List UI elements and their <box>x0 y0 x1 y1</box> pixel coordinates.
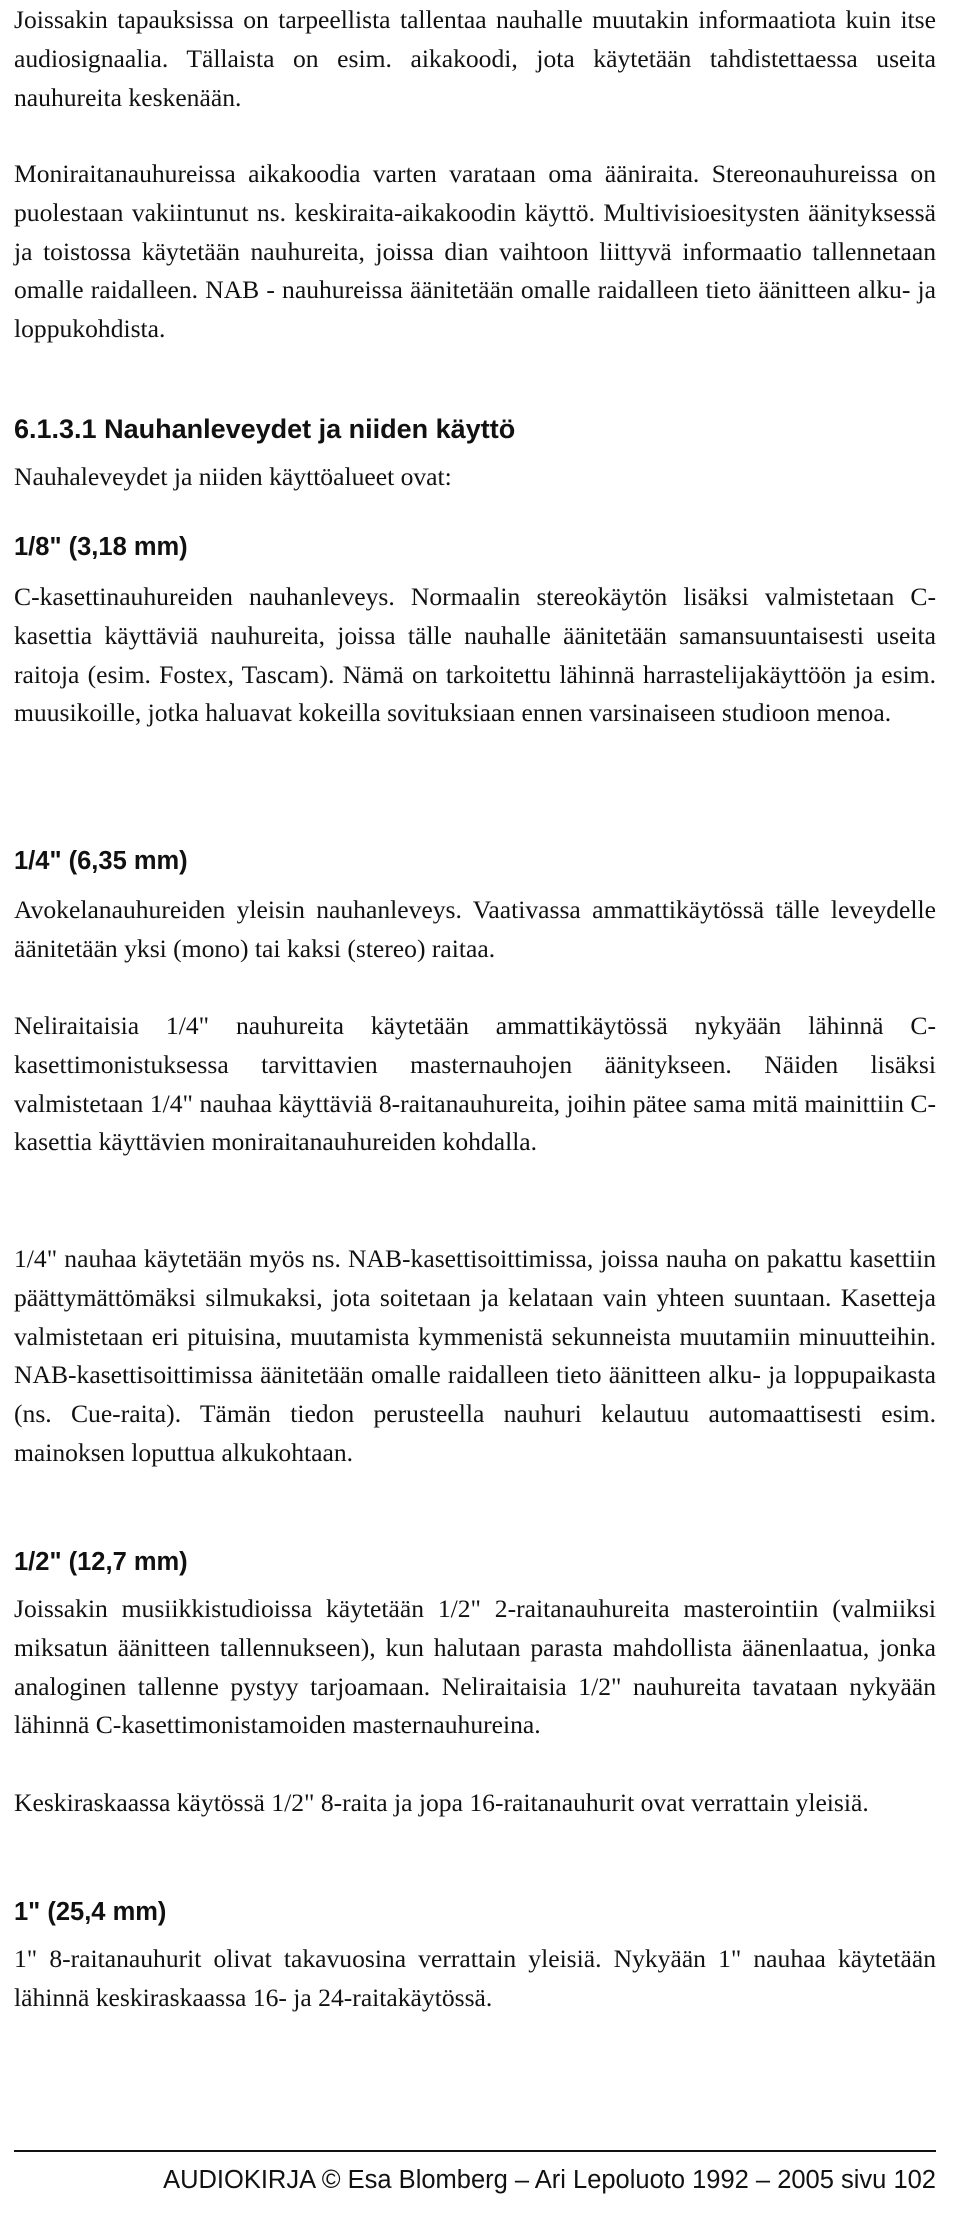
page-footer: AUDIOKIRJA © Esa Blomberg – Ari Lepoluoto 1992 – 2005 sivu 102 <box>163 2166 936 2194</box>
paragraph-1-4-inch-c: 1/4" nauhaa käytetään myös ns. NAB-kasettisoittimissa, joissa nauha on pakattu kasettiin päättymättömäksi silmukaksi, jota soitetaan ja kelataan vain yhteen suuntaan. Kasetteja valmistetaan eri pituisina, muutamista kymmenistä sekunneista muutamiin minuutteihin. NAB-kasettisoittimissa äänitetään omalle raidalleen tieto äänitteen alku- ja loppupaikasta (ns. Cue-raita). Tämän tiedon perusteella nauhuri kelautuu automaattisesti esim. mainoksen loputtua alkukohtaan. <box>14 1244 936 1467</box>
paragraph-1-inch: 1" 8-raitanauhurit olivat takavuosina verrattain yleisiä. Nykyään 1" nauhaa käytetään lähinnä keskiraskaassa 16- ja 24-raitakäytössä. <box>14 1944 936 2012</box>
heading-1-2-inch: 1/2" (12,7 mm) <box>14 1548 188 1576</box>
heading-1-8-inch: 1/8" (3,18 mm) <box>14 533 188 561</box>
paragraph-1-8-inch: C-kasettinauhureiden nauhanleveys. Normaalin stereokäytön lisäksi valmistetaan C-kasettia käyttäviä nauhureita, joissa tälle nauhalle äänitetään samansuuntaisesti useita raitoja (esim. Fostex, Tascam). Nämä on tarkoitettu lähinnä harrastelijakäyttöön ja esim. muusikoille, jotka haluavat kokeilla sovituksiaan ennen varsinaiseen studioon menoa. <box>14 582 936 728</box>
paragraph-intro: Joissakin tapauksissa on tarpeellista tallentaa nauhalle muutakin informaatiota kuin itse audiosignaalia. Tällaista on esim. aikakoodi, jota käytetään tahdistettaessa useita nauhureita keskenään. <box>14 5 936 112</box>
paragraph-1-4-inch-a: Avokelanauhureiden yleisin nauhanleveys. Vaativassa ammattikäytössä tälle leveydelle äänitetään yksi (mono) tai kaksi (stereo) raitaa. <box>14 895 936 963</box>
paragraph-1-2-inch-a: Joissakin musiikkistudioissa käytetään 1/2" 2-raitanauhureita masterointiin (valmiiksi miksatun äänitteen tallennukseen), kun halutaan parasta mahdollista äänenlaatua, jonka analoginen tallenne pystyy tarjoamaan. Neliraitaisia 1/2" nauhureita tavataan nykyään lähinnä C-kasettimonistamoiden masternauhureina. <box>14 1594 936 1740</box>
paragraph-1-2-inch-b: Keskiraskaassa käytössä 1/2" 8-raita ja jopa 16-raitanauhurit ovat verrattain yleisiä. <box>14 1788 869 1817</box>
section-intro: Nauhaleveydet ja niiden käyttöalueet ovat: <box>14 462 452 491</box>
paragraph-timecode: Moniraitanauhureissa aikakoodia varten varataan oma ääniraita. Stereonauhureissa on puolestaan vakiintunut ns. keskiraita-aikakoodin käyttö. Multivisioesitysten äänityksessä ja toistossa käytetään nauhureita, joissa dian vaihtoon liittyvä informaatio tallennetaan omalle raidalleen. NAB - nauhureissa äänitetään omalle raidalleen tieto äänitteen alku- ja loppukohdista. <box>14 159 936 344</box>
footer-divider <box>14 2150 936 2152</box>
paragraph-1-4-inch-b: Neliraitaisia 1/4" nauhureita käytetään ammattikäytössä nykyään lähinnä C-kasettimonistuksessa tarvittavien masternauhojen äänitykseen. Näiden lisäksi valmistetaan 1/4" nauhaa käyttäviä 8-raitanauhureita, joihin pätee sama mitä mainittiin C-kasettia käyttävien moniraitanauhureiden kohdalla. <box>14 1011 936 1157</box>
heading-1-inch: 1" (25,4 mm) <box>14 1898 167 1926</box>
heading-1-4-inch: 1/4" (6,35 mm) <box>14 847 188 875</box>
section-title: 6.1.3.1 Nauhanleveydet ja niiden käyttö <box>14 414 516 444</box>
